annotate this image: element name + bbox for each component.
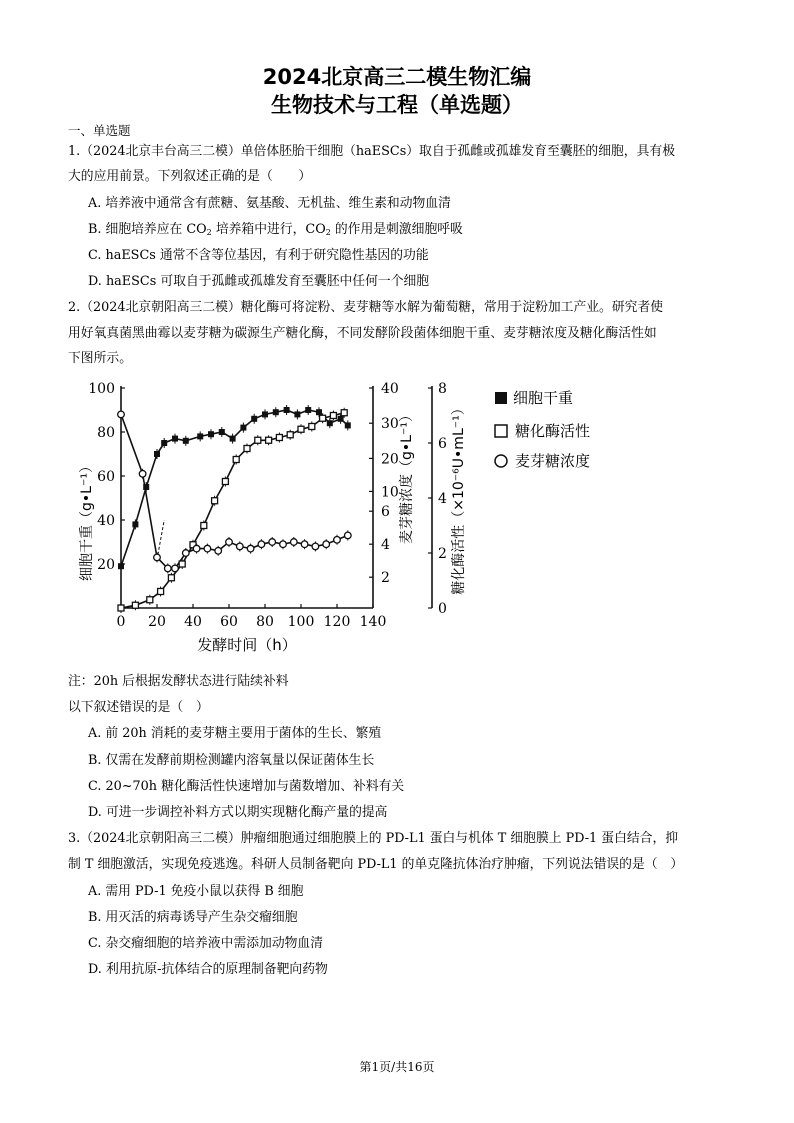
q3-option-a[interactable]: A. 需用 PD-1 免疫小鼠以获得 B 细胞 xyxy=(88,884,304,899)
enzyme-point xyxy=(320,415,326,421)
q1-stem-line2: 大的应用前景。下列叙述正确的是（ ） xyxy=(68,169,312,184)
y2-tick-label: 20 xyxy=(381,451,399,468)
q1-option-c[interactable]: C. haESCs 通常不含等位基因，有利于研究隐性基因的功能 xyxy=(88,248,429,263)
y2-tick-label: 2 xyxy=(381,570,390,587)
enzyme-point xyxy=(298,426,304,432)
enzyme-point xyxy=(158,589,164,595)
maltose-point xyxy=(215,548,222,555)
x-tick-label: 60 xyxy=(220,614,238,630)
y3-axis-label: 糖化酶活性（×10⁻⁶U•mL⁻¹） xyxy=(451,401,467,595)
y2-axis-label: 麦芽糖浓度（g•L⁻¹） xyxy=(399,408,415,544)
legend-enzyme-swatch xyxy=(495,425,507,437)
q3-stem-line2: 制 T 细胞激活，实现免疫逃逸。科研人员制备靶向 PD-L1 的单克隆抗体治疗肿瘤，下列说法错误的是（ ） xyxy=(68,857,684,872)
legend-dryweight-label: 细胞干重 xyxy=(513,389,574,407)
enzyme-point xyxy=(330,413,336,419)
subscript-2: 2 xyxy=(325,228,331,237)
y1-tick-label: 60 xyxy=(97,469,115,485)
q3-option-b[interactable]: B. 用灭活的病毒诱导产生杂交瘤细胞 xyxy=(88,910,298,925)
q2-stem: 以下叙述错误的是（ ） xyxy=(68,700,209,715)
legend-maltose-swatch xyxy=(495,455,507,467)
y3-tick-label: 0 xyxy=(438,601,447,617)
enzyme-point xyxy=(212,498,218,504)
enzyme-point xyxy=(287,432,293,438)
maltose-point xyxy=(226,539,233,546)
y1-tick-label: 20 xyxy=(97,557,115,573)
y2-tick-label: 4 xyxy=(381,537,390,554)
enzyme-point xyxy=(132,602,138,608)
q1-stem-line1: 1.（2024北京丰台高三二模）单倍体胚胎干细胞（haESCs）取自于孤雌或孤雄发育至囊胚的细胞，具有极 xyxy=(68,144,675,159)
dryweight-point xyxy=(284,407,290,413)
enzyme-point xyxy=(244,446,250,452)
dryweight-point xyxy=(208,431,214,437)
y3-tick-label: 4 xyxy=(438,491,447,507)
dryweight-point xyxy=(305,407,311,413)
y2-tick-label: 10 xyxy=(381,484,399,501)
maltose-point xyxy=(345,532,352,539)
enzyme-point xyxy=(222,479,228,485)
q2-option-b[interactable]: B. 仅需在发酵前期检测罐内溶氧量以保证菌体生长 xyxy=(88,753,375,768)
legend-dryweight-swatch xyxy=(495,392,507,404)
page-subtitle: 生物技术与工程（单选题） xyxy=(271,93,523,117)
x-tick-label: 120 xyxy=(323,614,351,630)
dryweight-point xyxy=(143,484,149,490)
q2-option-a[interactable]: A. 前 20h 消耗的麦芽糖主要用于菌体的生长、繁殖 xyxy=(88,726,382,741)
y1-tick-label: 40 xyxy=(97,513,115,529)
enzyme-point xyxy=(201,523,207,529)
maltose-point xyxy=(165,565,172,572)
dryweight-point xyxy=(294,411,300,417)
x-tick-label: 20 xyxy=(148,614,166,630)
legend-enzyme-label: 糖化酶活性 xyxy=(515,422,591,440)
maltose-point xyxy=(193,545,200,552)
maltose-point xyxy=(183,550,190,557)
q1-option-a[interactable]: A. 培养液中通常含有蔗糖、氨基酸、无机盐、维生素和动物血清 xyxy=(88,196,451,211)
y3-tick-label: 6 xyxy=(438,436,447,452)
dryweight-point xyxy=(154,451,160,457)
q2-option-d[interactable]: D. 可进一步调控补料方式以期实现糖化酶产量的提高 xyxy=(88,805,388,820)
y1-tick-label: 80 xyxy=(97,425,115,441)
maltose-point xyxy=(118,411,125,418)
dryweight-point xyxy=(345,422,351,428)
dryweight-point xyxy=(183,438,189,444)
dryweight-point xyxy=(262,411,268,417)
y2-tick-label: 40 xyxy=(381,381,399,397)
y1-tick-label: 100 xyxy=(88,381,115,397)
dryweight-point xyxy=(327,420,333,426)
dryweight-point xyxy=(132,521,138,527)
dryweight-point xyxy=(338,416,344,422)
q1-option-b-part2: 培养箱中进行，CO xyxy=(211,222,326,237)
q1-option-b-part1: B. 细胞培养应在 CO xyxy=(88,222,207,237)
maltose-point xyxy=(154,554,161,561)
fermentation-chart xyxy=(75,372,635,662)
dryweight-point xyxy=(172,436,178,442)
enzyme-point xyxy=(168,575,174,581)
x-tick-label: 40 xyxy=(184,614,202,630)
x-axis-label: 发酵时间（h） xyxy=(197,636,297,654)
enzyme-point xyxy=(309,424,315,430)
q2-note: 注：20h 后根据发酵状态进行陆续补料 xyxy=(68,674,289,689)
q2-stem-line1: 2.（2024北京朝阳高三二模）糖化酶可将淀粉、麦芽糖等水解为葡萄糖，常用于淀粉加工产业。研究者使 xyxy=(68,300,664,315)
dryweight-point xyxy=(161,440,167,446)
enzyme-point xyxy=(276,435,282,441)
q1-option-b-part3: 的作用是刺激细胞呼吸 xyxy=(330,222,463,237)
dryweight-point xyxy=(316,409,322,415)
dryweight-point xyxy=(230,436,236,442)
maltose-point xyxy=(312,543,319,550)
q1-option-b[interactable] xyxy=(88,218,463,237)
page-footer: 第1页/共16页 xyxy=(359,1060,435,1074)
section-heading: 一、单选题 xyxy=(68,123,131,138)
y3-tick-label: 2 xyxy=(438,546,447,562)
maltose-point xyxy=(291,539,298,546)
x-tick-label: 80 xyxy=(256,614,274,630)
maltose-point xyxy=(172,565,179,572)
y1-axis-label: 细胞干重（g•L⁻¹） xyxy=(79,459,95,581)
maltose-point xyxy=(323,541,330,548)
q2-option-c[interactable]: C. 20~70h 糖化酶活性快速增加与菌数增加、补料有关 xyxy=(88,779,405,794)
dryweight-point xyxy=(273,409,279,415)
dryweight-point xyxy=(197,433,203,439)
maltose-point xyxy=(258,541,265,548)
enzyme-point xyxy=(179,561,185,567)
q3-stem-line1: 3.（2024北京朝阳高三二模）肿瘤细胞通过细胞膜上的 PD-L1 蛋白与机体 T 细胞膜上 PD-1 蛋白结合，抑 xyxy=(68,831,679,846)
maltose-point xyxy=(280,541,287,548)
x-tick-label: 100 xyxy=(287,614,315,630)
y2-tick-label: 6 xyxy=(381,504,390,521)
x-tick-label: 0 xyxy=(116,614,126,630)
q3-option-c[interactable]: C. 杂交瘤细胞的培养液中需添加动物血清 xyxy=(88,936,324,951)
q2-stem-line3: 下图所示。 xyxy=(68,351,132,366)
q3-option-d[interactable]: D. 利用抗原-抗体结合的原理制备靶向药物 xyxy=(88,962,328,977)
maltose-point xyxy=(204,545,211,552)
maltose-point xyxy=(237,543,244,550)
enzyme-point xyxy=(266,437,272,443)
dryweight-point xyxy=(251,416,257,422)
q2-stem-line2: 用好氧真菌黑曲霉以麦芽糖为碳源生产糖化酶，不同发酵阶段菌体细胞干重、麦芽糖浓度及糖化酶活性如 xyxy=(68,326,657,341)
enzyme-point xyxy=(118,605,124,611)
enzyme-point xyxy=(147,597,153,603)
dryweight-point xyxy=(219,429,225,435)
maltose-point xyxy=(247,545,254,552)
maltose-point xyxy=(139,471,146,478)
y2-tick-label: 30 xyxy=(381,416,399,433)
q1-option-d[interactable]: D. haESCs 可取自于孤雌或孤雄发育至囊胚中任何一个细胞 xyxy=(88,274,430,289)
enzyme-point xyxy=(255,437,261,443)
enzyme-point xyxy=(341,410,347,416)
dryweight-point xyxy=(118,563,124,569)
page-title: 2024北京高三二模生物汇编 xyxy=(262,65,532,89)
enzyme-point xyxy=(233,457,239,463)
x-tick-label: 140 xyxy=(359,614,387,630)
y3-tick-label: 8 xyxy=(438,381,447,397)
maltose-point xyxy=(301,541,308,548)
dryweight-point xyxy=(240,425,246,431)
maltose-point xyxy=(269,539,276,546)
legend-maltose-label: 麦芽糖浓度 xyxy=(515,452,591,470)
subscript-2: 2 xyxy=(206,228,212,237)
maltose-point xyxy=(334,537,341,544)
